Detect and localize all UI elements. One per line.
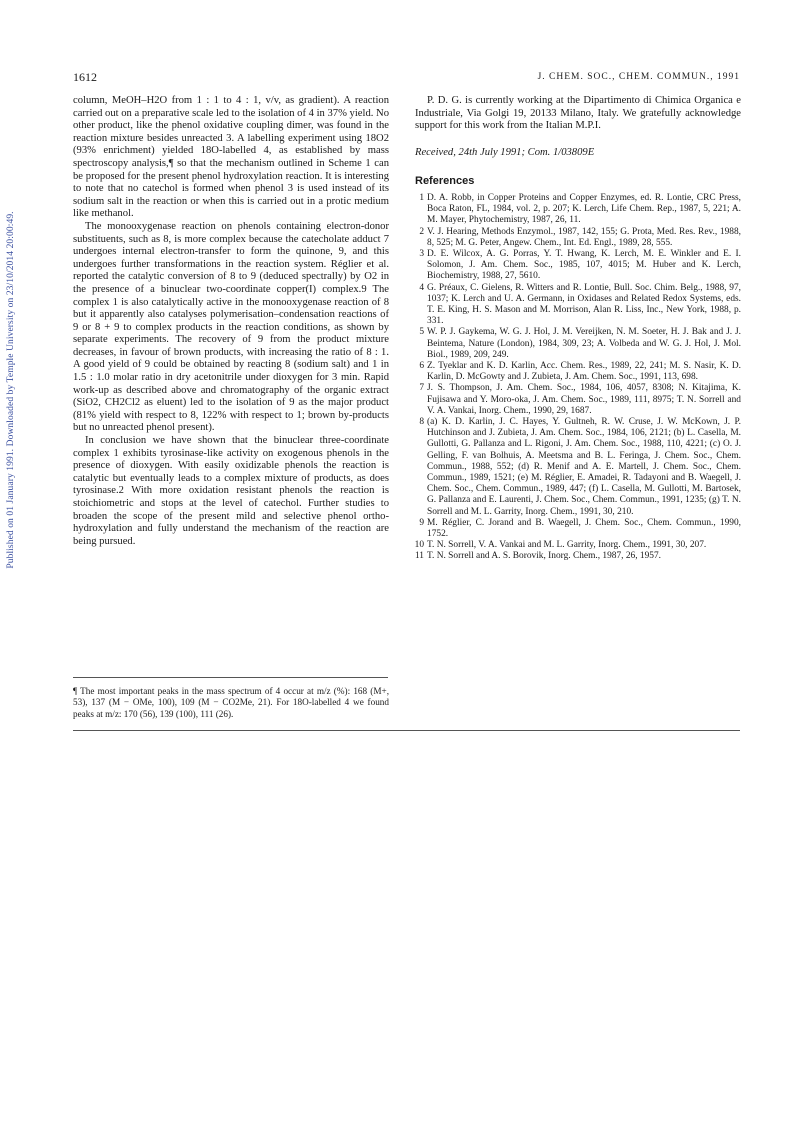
reference-text: D. A. Robb, in Copper Proteins and Copper Enzymes, ed. R. Lontie, CRC Press, Boca Raton, FL, 1984, vol. 2, p. 207; K. Lerch, Life Chem. Rep., 1987, 5, 221; A. M. Mayer, Phytochemistry, 1987, 26, 11. bbox=[427, 192, 741, 226]
reference-item bbox=[415, 383, 741, 417]
reference-text: G. Préaux, C. Gielens, R. Witters and R. Lontie, Bull. Soc. Chim. Belg., 1988, 97, 1037; K. Lerch and U. A. Germann, in Oxidases and Related Redox Systems, eds. T. E. King, H. S. Mason and M. Morrison, Alan R. Liss, Inc., New York, 1988, p. 331. bbox=[427, 282, 741, 327]
reference-number: 4 bbox=[419, 282, 424, 293]
reference-item bbox=[415, 518, 741, 540]
reference-text: (a) K. D. Karlin, J. C. Hayes, Y. Gultneh, R. W. Cruse, J. W. McKown, J. P. Hutchinson and J. Zubieta, J. Am. Chem. Soc., 1984, 106, 2121; (b) L. Casella, M. Gullotti, G. Pallanza and L. Rigoni, J. Am. Chem. Soc., 1988, 110, 4221; (c) O. J. Gelling, F. van Bolhuis, A. Meetsma and B. L. Feringa, J. Chem. Soc., Chem. Commun., 1988, 552; (d) R. Menif and A. E. Martell, J. Chem. Soc., Chem. Commun., 1989, 1521; (e) M. Réglier, E. Amadei, R. Tadayoni and B. Waegell, J. Chem. Soc., Chem. Commun., 1989, 447; (f) L. Casella, M. Gullotti, M. Bartosek, G. Pallanza and E. Laurenti, J. Chem. Soc., Chem. Commun., 1991, 1235; (g) T. N. Sorrell and M. L. Garrity, Inorg. Chem., 1991, 30, 210. bbox=[427, 417, 741, 517]
left-column bbox=[73, 95, 389, 548]
reference-number: 11 bbox=[414, 551, 424, 562]
page-number: 1612 bbox=[73, 70, 97, 84]
reference-text: T. N. Sorrell, V. A. Vankai and M. L. Garrity, Inorg. Chem., 1991, 30, 207. bbox=[427, 540, 707, 551]
body-paragraph-1: column, MeOH–H2O from 1 : 1 to 4 : 1, v/v, as gradient). A reaction carried out on a preparative scale led to the isolation of 4 in 37% yield. No other product, like the phenol oxidative coupling dimer, was found in the reaction mixture besides unreacted 3. A labelling experiment using 18O2 (93% enrichment) yielded 18O-labelled 4, as established by mass spectroscopy analysis,¶ so that the mechanism outlined in Scheme 1 can be proposed for the present phenol hydroxylation reaction. It is interesting to note that no catechol is formed when phenol 3 is used instead of its sodium salt in the reaction or when this is carried out in a protic medium like methanol. bbox=[73, 95, 389, 220]
reference-number: 5 bbox=[419, 327, 424, 338]
reference-list bbox=[415, 193, 741, 563]
reference-text: M. Réglier, C. Jorand and B. Waegell, J. Chem. Soc., Chem. Commun., 1990, 1752. bbox=[427, 517, 741, 540]
references-heading: References bbox=[415, 175, 475, 188]
reference-text: T. N. Sorrell and A. S. Borovik, Inorg. Chem., 1987, 26, 1957. bbox=[427, 551, 662, 562]
footnote: ¶ The most important peaks in the mass spectrum of 4 occur at m/z (%): 168 (M+, 53), 137 (M − OMe, 100), 109 (M − CO2Me, 21). For 18O-labelled 4 we found peaks at m/z: 170 (56), 139 (100), 111 (26). bbox=[73, 686, 389, 719]
reference-text: W. P. J. Gaykema, W. G. J. Hol, J. M. Vereijken, N. M. Soeter, H. J. Bak and J. J. Beintema, Nature (London), 1984, 309, 23; A. Volbeda and W. G. J. Hol, J. Mol. Biol., 1989, 209, 249. bbox=[427, 327, 741, 360]
reference-text: Z. Tyeklar and K. D. Karlin, Acc. Chem. Res., 1989, 22, 241; M. S. Nasir, K. D. Karlin, D. McGowty and J. Zubieta, J. Am. Chem. Soc., 1991, 113, 698. bbox=[427, 361, 741, 383]
reference-item bbox=[415, 249, 741, 283]
reference-item bbox=[415, 283, 741, 328]
download-watermark bbox=[4, 110, 18, 670]
reference-item bbox=[415, 551, 741, 562]
reference-number: 7 bbox=[419, 383, 424, 394]
reference-item bbox=[415, 361, 741, 383]
reference-text: V. J. Hearing, Methods Enzymol., 1987, 142, 155; G. Prota, Med. Res. Rev., 1988, 8, 525; M. G. Peter, Angew. Chem., Int. Ed. Engl., 1989, 28, 555. bbox=[427, 226, 741, 248]
right-column bbox=[415, 95, 741, 563]
reference-number: 3 bbox=[419, 248, 424, 259]
body-paragraph-2: The monooxygenase reaction on phenols containing electron-donor substituents, such as 8, is more complex because the catecholate adduct 7 undergoes internal electron-transfer to form the quinone, 9, and this undergoes further transformations in the reaction system. Réglier et al. reported the catalytic conversion of 8 to 9 (deduced spectrally) by O2 in the presence of a binuclear two-coordinate copper(I) complex.9 The complex 1 is also catalytically active in the monooxygenase reaction of 8 but it apparently also catalyses polymerisation–condensation reactions of 9 or 8 + 9 to complex products in the reaction conditions, as shown by separate experiments. The recovery of 9 from the product mixture decreases, in favour of brown products, with increasing the ratio of 8 : 1. A good yield of 9 could be obtained by reacting 8 (sodium salt) and 1 in 1.5 : 1.0 molar ratio in dry acetonitrile under dioxygen for 3 min. Rapid work-up as described above and chromatography of the organic extract (SiO2, CH2Cl2 as eluent) led to the isolation of 9 as the major product (81% yield with respect to 8, 122% with respect to 1; brown by-products but no unreacted phenol present). bbox=[73, 220, 389, 434]
body-paragraph-3: In conclusion we have shown that the binuclear three-coordinate complex 1 exhibits tyrosinase-like activity on exogenous phenols in the presence of dioxygen. With easily oxidizable phenols the reaction is catalytic but eventually leads to a complex mixture of products, as does tyrosinase.2 With more oxidation resistant phenols the reaction is stoichiometric and stops at the level of catechol. Further studies to broaden the scope of the present mild and selective phenol ortho-hydroxylation and fully understand the mechanism of the reaction are being pursued. bbox=[73, 435, 389, 547]
reference-item bbox=[415, 193, 741, 227]
received-date: Received, 24th July 1991; Com. 1/03809E bbox=[415, 146, 595, 158]
reference-item bbox=[415, 540, 741, 551]
footnote-divider bbox=[73, 677, 388, 678]
page-bottom-rule bbox=[73, 730, 740, 731]
reference-item bbox=[415, 327, 741, 361]
reference-item bbox=[415, 417, 741, 518]
download-notice: Published on 01 January 1991. Downloaded by Temple University on 23/10/2014 20:00:49. bbox=[6, 211, 16, 569]
acknowledgement: P. D. G. is currently working at the Dipartimento di Chimica Organica e Industriale, Via Golgi 19, 20133 Milano, Italy. We gratefully acknowledge support for this work from the Italian M.P.I. bbox=[415, 95, 741, 132]
reference-number: 6 bbox=[419, 361, 424, 372]
reference-text: J. S. Thompson, J. Am. Chem. Soc., 1984, 106, 4057, 8308; N. Kitajima, K. Fujisawa and Y. Moro-oka, J. Am. Chem. Soc., 1989, 111, 8975; T. N. Sorrell and V. A. Vankai, Inorg. Chem., 1990, 29, 1687. bbox=[427, 383, 741, 416]
reference-item bbox=[415, 227, 741, 249]
reference-text: D. E. Wilcox, A. G. Porras, Y. T. Hwang, K. Lerch, M. E. Winkler and E. I. Solomon, J. Am. Chem. Soc., 1985, 107, 4015; M. Huber and K. Lerch, Biochemistry, 1988, 27, 5610. bbox=[427, 248, 741, 282]
reference-number: 2 bbox=[419, 226, 424, 237]
reference-number: 10 bbox=[414, 540, 424, 551]
reference-number: 9 bbox=[419, 517, 424, 528]
reference-number: 8 bbox=[419, 417, 424, 428]
running-head: J. CHEM. SOC., CHEM. COMMUN., 1991 bbox=[537, 72, 740, 82]
reference-number: 1 bbox=[419, 192, 424, 203]
